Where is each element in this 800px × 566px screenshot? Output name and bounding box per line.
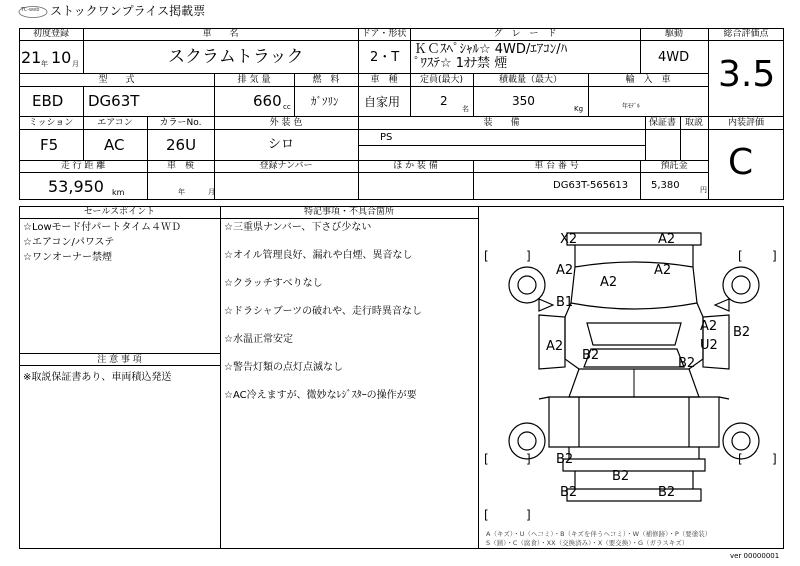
special-note-item: ☆警告灯類の点灯点滅なし (224, 362, 343, 373)
vehicle-type: 自家用 (364, 95, 401, 109)
overall-score: 3.5 (718, 54, 776, 95)
damage-label: A2 (600, 275, 618, 290)
bracket-close: ] (526, 508, 531, 522)
bracket-close: ] (526, 249, 531, 263)
header-vehicle-type: 車 種 (370, 75, 398, 85)
inspection-month-unit: 月 (208, 188, 215, 196)
header-equipment: 装 備 (483, 118, 520, 128)
header-manual: 取説 (684, 118, 703, 128)
damage-label: B2 (560, 485, 578, 500)
damage-label: B2 (678, 356, 696, 371)
displacement-unit: cc (283, 103, 291, 111)
version: ver 00000001 (730, 552, 780, 560)
bracket-open: [ (738, 249, 743, 263)
car-name: スクラムトラック (168, 47, 304, 67)
capacity: 2 (440, 94, 448, 108)
chassis-no: DG63T-565613 (553, 180, 629, 191)
note-item: ※取説保証書あり、車両積込発送 (23, 372, 172, 383)
page-title: ストックワンプライス掲載票 (50, 4, 206, 18)
import-model-year: 年ﾓﾃﾞﾙ (622, 103, 641, 110)
special-note-item: ☆ドラシャブーツの破れや、走行時異音なし (224, 306, 422, 317)
header-displacement: 排 気 量 (237, 75, 271, 85)
header-chassis-no: 車 台 番 号 (534, 161, 579, 171)
interior-score: C (728, 142, 754, 183)
header-interior-score: 内装評価 (727, 118, 764, 128)
grade-line-1: ＫＣｽﾍﾟｼｬﾙ☆ 4WD/ｴｱｺﾝ/ﾊ (414, 42, 568, 57)
damage-label: B2 (556, 452, 574, 467)
header-overall-score: 総合評価点 (723, 29, 769, 39)
header-car-name: 車 名 (202, 29, 239, 39)
header-color-no: カラーNo. (159, 118, 202, 128)
first-reg-month: 10 (51, 48, 72, 67)
mileage-unit: km (112, 188, 125, 197)
vehicle-damage-diagram (479, 219, 783, 529)
sales-point-item: ☆Lowモード付パートタイム４ＷＤ (23, 222, 182, 233)
exterior-color: シロ (268, 137, 295, 152)
bracket-open: [ (484, 249, 489, 263)
damage-label: A2 (700, 319, 718, 334)
header-transmission: ミッション (28, 118, 74, 128)
header-inspection: 車 検 (166, 161, 194, 171)
damage-label: B2 (733, 325, 751, 340)
special-note-item: ☆クラッチすべりなし (224, 278, 323, 289)
notes-title: 注 意 事 項 (97, 355, 142, 365)
damage-label: X2 (560, 232, 578, 247)
damage-label: B1 (556, 295, 574, 310)
bracket-close: ] (772, 452, 777, 466)
bracket-open: [ (738, 452, 743, 466)
header-aircon: エアコン (97, 118, 133, 128)
bracket-close: ] (772, 249, 777, 263)
inspection-year-unit: 年 (178, 188, 185, 196)
damage-label: B2 (612, 469, 630, 484)
bracket-close: ] (526, 452, 531, 466)
door-shape: 2・T (370, 50, 400, 65)
legend-line-2: S（錆）・C（腐食）・XX（交換済み）・X（要交換）・G（ガラスキズ） (486, 539, 689, 547)
equipment: PS (380, 132, 393, 143)
special-notes-title: 特記事項・不具合箇所 (303, 207, 394, 217)
header-other-equipment: ほ か 装 備 (393, 161, 438, 171)
logo (18, 4, 48, 18)
capacity-unit: 名 (462, 105, 469, 113)
legend-line-1: A（キズ）・U（ヘコミ）・B（キズを伴うヘコミ）・W（補修跡）・P（要塗装） (486, 530, 712, 538)
header-drive: 駆動 (664, 29, 683, 39)
header-grade: グ レ ー ド (493, 29, 557, 39)
first-reg-year-unit: 年 (41, 60, 48, 68)
fuel: ｶﾞｿﾘﾝ (311, 95, 339, 108)
sales-point-item: ☆ワンオーナー禁煙 (23, 252, 112, 263)
damage-label: A2 (556, 263, 574, 278)
mileage: 53,950 (48, 177, 104, 196)
displacement: 660 (253, 92, 282, 110)
header-import: 輸 入 車 (625, 75, 671, 85)
model-prefix: EBD (32, 92, 64, 110)
vehicle-info-table (19, 28, 709, 200)
bracket-open: [ (484, 452, 489, 466)
header-fuel: 燃 料 (312, 75, 340, 85)
header-first-reg: 初度登録 (32, 29, 69, 39)
damage-label: U2 (700, 338, 718, 353)
logo-text: TC-web (21, 7, 40, 13)
header-warranty: 保証書 (648, 118, 676, 128)
damage-label: A2 (546, 339, 564, 354)
special-note-item: ☆水温正常安定 (224, 334, 293, 345)
special-note-item: ☆AC冷えますが、微妙なﾚｼﾞｽﾀｰの操作が要 (224, 390, 417, 401)
header-load: 積載量（最大） (498, 75, 562, 85)
bracket-open: [ (484, 508, 489, 522)
special-note-item: ☆三重県ナンバー、下さび少ない (224, 222, 372, 233)
load-unit: Kg (574, 105, 584, 113)
sales-points-title: セールスポイント (83, 207, 156, 217)
first-reg-month-unit: 月 (72, 60, 79, 68)
damage-label: B2 (658, 485, 676, 500)
header-mileage: 走 行 距 離 (60, 161, 106, 171)
grade-line-2: ﾟﾜｽﾃ☆ 1ｵﾅ禁 煙 (414, 56, 508, 71)
drive: 4WD (658, 50, 690, 65)
damage-label: A2 (658, 232, 676, 247)
header-door-shape: ドア・形状 (361, 29, 407, 39)
header-capacity: 定員(最大) (419, 75, 464, 85)
header-exterior-color: 外 装 色 (269, 118, 303, 128)
damage-label: B2 (582, 348, 600, 363)
sales-point-item: ☆エアコン/パワステ (23, 237, 115, 248)
damage-label: A2 (654, 263, 672, 278)
load: 350 (512, 94, 535, 108)
transmission: F5 (40, 136, 59, 154)
header-reg-number: 登録ナンバー (259, 161, 313, 171)
deposit-unit: 円 (700, 186, 707, 194)
model-code: DG63T (88, 92, 140, 110)
header-model: 型 式 (98, 75, 135, 85)
aircon: AC (104, 136, 125, 154)
first-reg-year: 21 (21, 48, 42, 67)
deposit: 5,380 (651, 180, 680, 191)
header-deposit: 預託金 (660, 161, 688, 171)
special-note-item: ☆オイル管理良好、漏れや白煙、異音なし (224, 250, 413, 261)
color-no: 26U (166, 136, 197, 154)
